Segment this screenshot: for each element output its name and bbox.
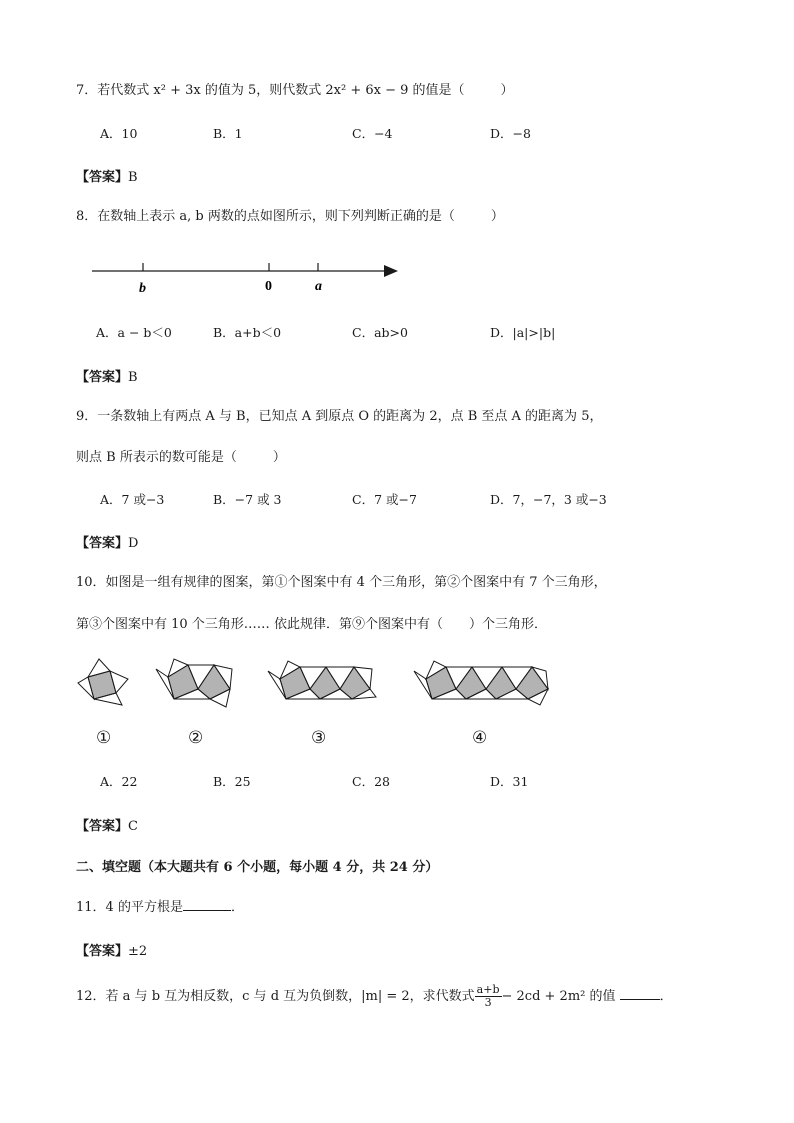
- q8-option-a: A．a − b＜0: [96, 325, 172, 340]
- q12-frac-denominator: 3: [484, 996, 492, 1009]
- axis-label-0: 0: [265, 279, 272, 294]
- q9-option-b: B．−7 或 3: [213, 492, 282, 507]
- pattern-1: [78, 659, 128, 705]
- q9-answer: [76, 532, 138, 551]
- q8-answer-label: 【答案】: [76, 370, 129, 385]
- q12-blank: [620, 987, 660, 1000]
- q11-answer-label: 【答案】: [76, 944, 129, 959]
- q7-text: 7．若代数式 x² + 3x 的值为 5，则代数式 2x² + 6x − 9 的值是（: [76, 83, 465, 98]
- q10-option-b: B．25: [213, 774, 251, 789]
- q10-answer: [76, 815, 138, 834]
- q9-option-a: A．7 或−3: [100, 492, 165, 507]
- q9-close: ）: [272, 450, 286, 465]
- number-line-arrow: [384, 265, 398, 277]
- q8-answer: [76, 366, 138, 385]
- q10-option-a: A．22: [100, 774, 138, 789]
- q7-option-b: B．1: [213, 126, 243, 141]
- q7-option-d: D．−8: [490, 126, 531, 141]
- q8-answer-value: B: [128, 370, 138, 385]
- q12-tail: − 2cd + 2m² 的值: [501, 989, 616, 1004]
- q11-text: 11．4 的平方根是: [76, 900, 183, 915]
- section-heading: 二、填空题（本大题共有 6 个小题，每小题 4 分，共 24 分）: [76, 860, 439, 875]
- q8-option-d: D．|a|>|b|: [490, 325, 556, 340]
- figure-label-4: ④: [472, 728, 488, 748]
- q11-answer-value: ±2: [128, 944, 148, 959]
- q9-text-line2: 则点 B 所表示的数可能是（: [76, 450, 237, 465]
- figure-label-1: ①: [96, 728, 112, 748]
- figure-label-2: ②: [188, 728, 204, 748]
- q7-answer: [76, 166, 138, 185]
- q9-stem-line2: [76, 449, 286, 467]
- q8-option-b: B．a+b＜0: [213, 325, 282, 340]
- pattern-2: [156, 659, 232, 707]
- q12-frac-numerator: a+b: [476, 983, 500, 996]
- q7-stem: [76, 82, 514, 100]
- q7-option-c: C．−4: [352, 126, 393, 141]
- q11-answer: [76, 940, 147, 959]
- q7-answer-label: 【答案】: [76, 170, 129, 185]
- q12-end: ．: [659, 989, 673, 1004]
- q11-blank: [183, 898, 231, 911]
- q9-option-d: D．7，−7，3 或−3: [490, 492, 607, 507]
- q9-option-c: C．7 或−7: [352, 492, 417, 507]
- q10-stem-line1: 10．如图是一组有规律的图案，第①个图案中有 4 个三角形，第②个图案中有 7 个三角形，: [76, 575, 607, 590]
- q8-option-c: C．ab>0: [352, 325, 408, 340]
- q7-option-a: A．10: [100, 126, 138, 141]
- number-line-figure: [88, 255, 408, 300]
- q7-close: ）: [500, 83, 514, 98]
- axis-label-a: a: [315, 279, 322, 294]
- q12-text: 12．若 a 与 b 互为相反数，c 与 d 互为负倒数，|m| = 2，求代数式: [76, 989, 475, 1004]
- q8-stem: [76, 208, 504, 226]
- q10-answer-label: 【答案】: [76, 819, 129, 834]
- q9-answer-label: 【答案】: [76, 536, 129, 551]
- q8-text: 8．在数轴上表示 a, b 两数的点如图所示，则下列判断正确的是（: [76, 209, 455, 224]
- q10-stem-line2: 第③个图案中有 10 个三角形…… 依此规律．第⑨个图案中有（ ）个三角形．: [76, 617, 547, 632]
- q10-option-d: D．31: [490, 774, 529, 789]
- pattern-4: [414, 661, 548, 705]
- q9-stem-line1: 9．一条数轴上有两点 A 与 B，已知点 A 到原点 O 的距离为 2，点 B 至点 A 的距离为 5，: [76, 409, 603, 424]
- axis-label-b: b: [139, 281, 146, 296]
- q9-answer-value: D: [128, 536, 139, 551]
- triangle-pattern-figure: [70, 655, 560, 715]
- q11-end: ．: [230, 900, 244, 915]
- figure-label-3: ③: [311, 728, 327, 748]
- q10-option-c: C．28: [352, 774, 390, 789]
- q10-answer-value: C: [128, 819, 138, 834]
- q12-stem: [76, 984, 673, 1009]
- q8-close: ）: [490, 209, 504, 224]
- q12-fraction: [475, 984, 502, 1009]
- q11-stem: [76, 898, 244, 917]
- pattern-3: [268, 661, 376, 699]
- q7-answer-value: B: [128, 170, 138, 185]
